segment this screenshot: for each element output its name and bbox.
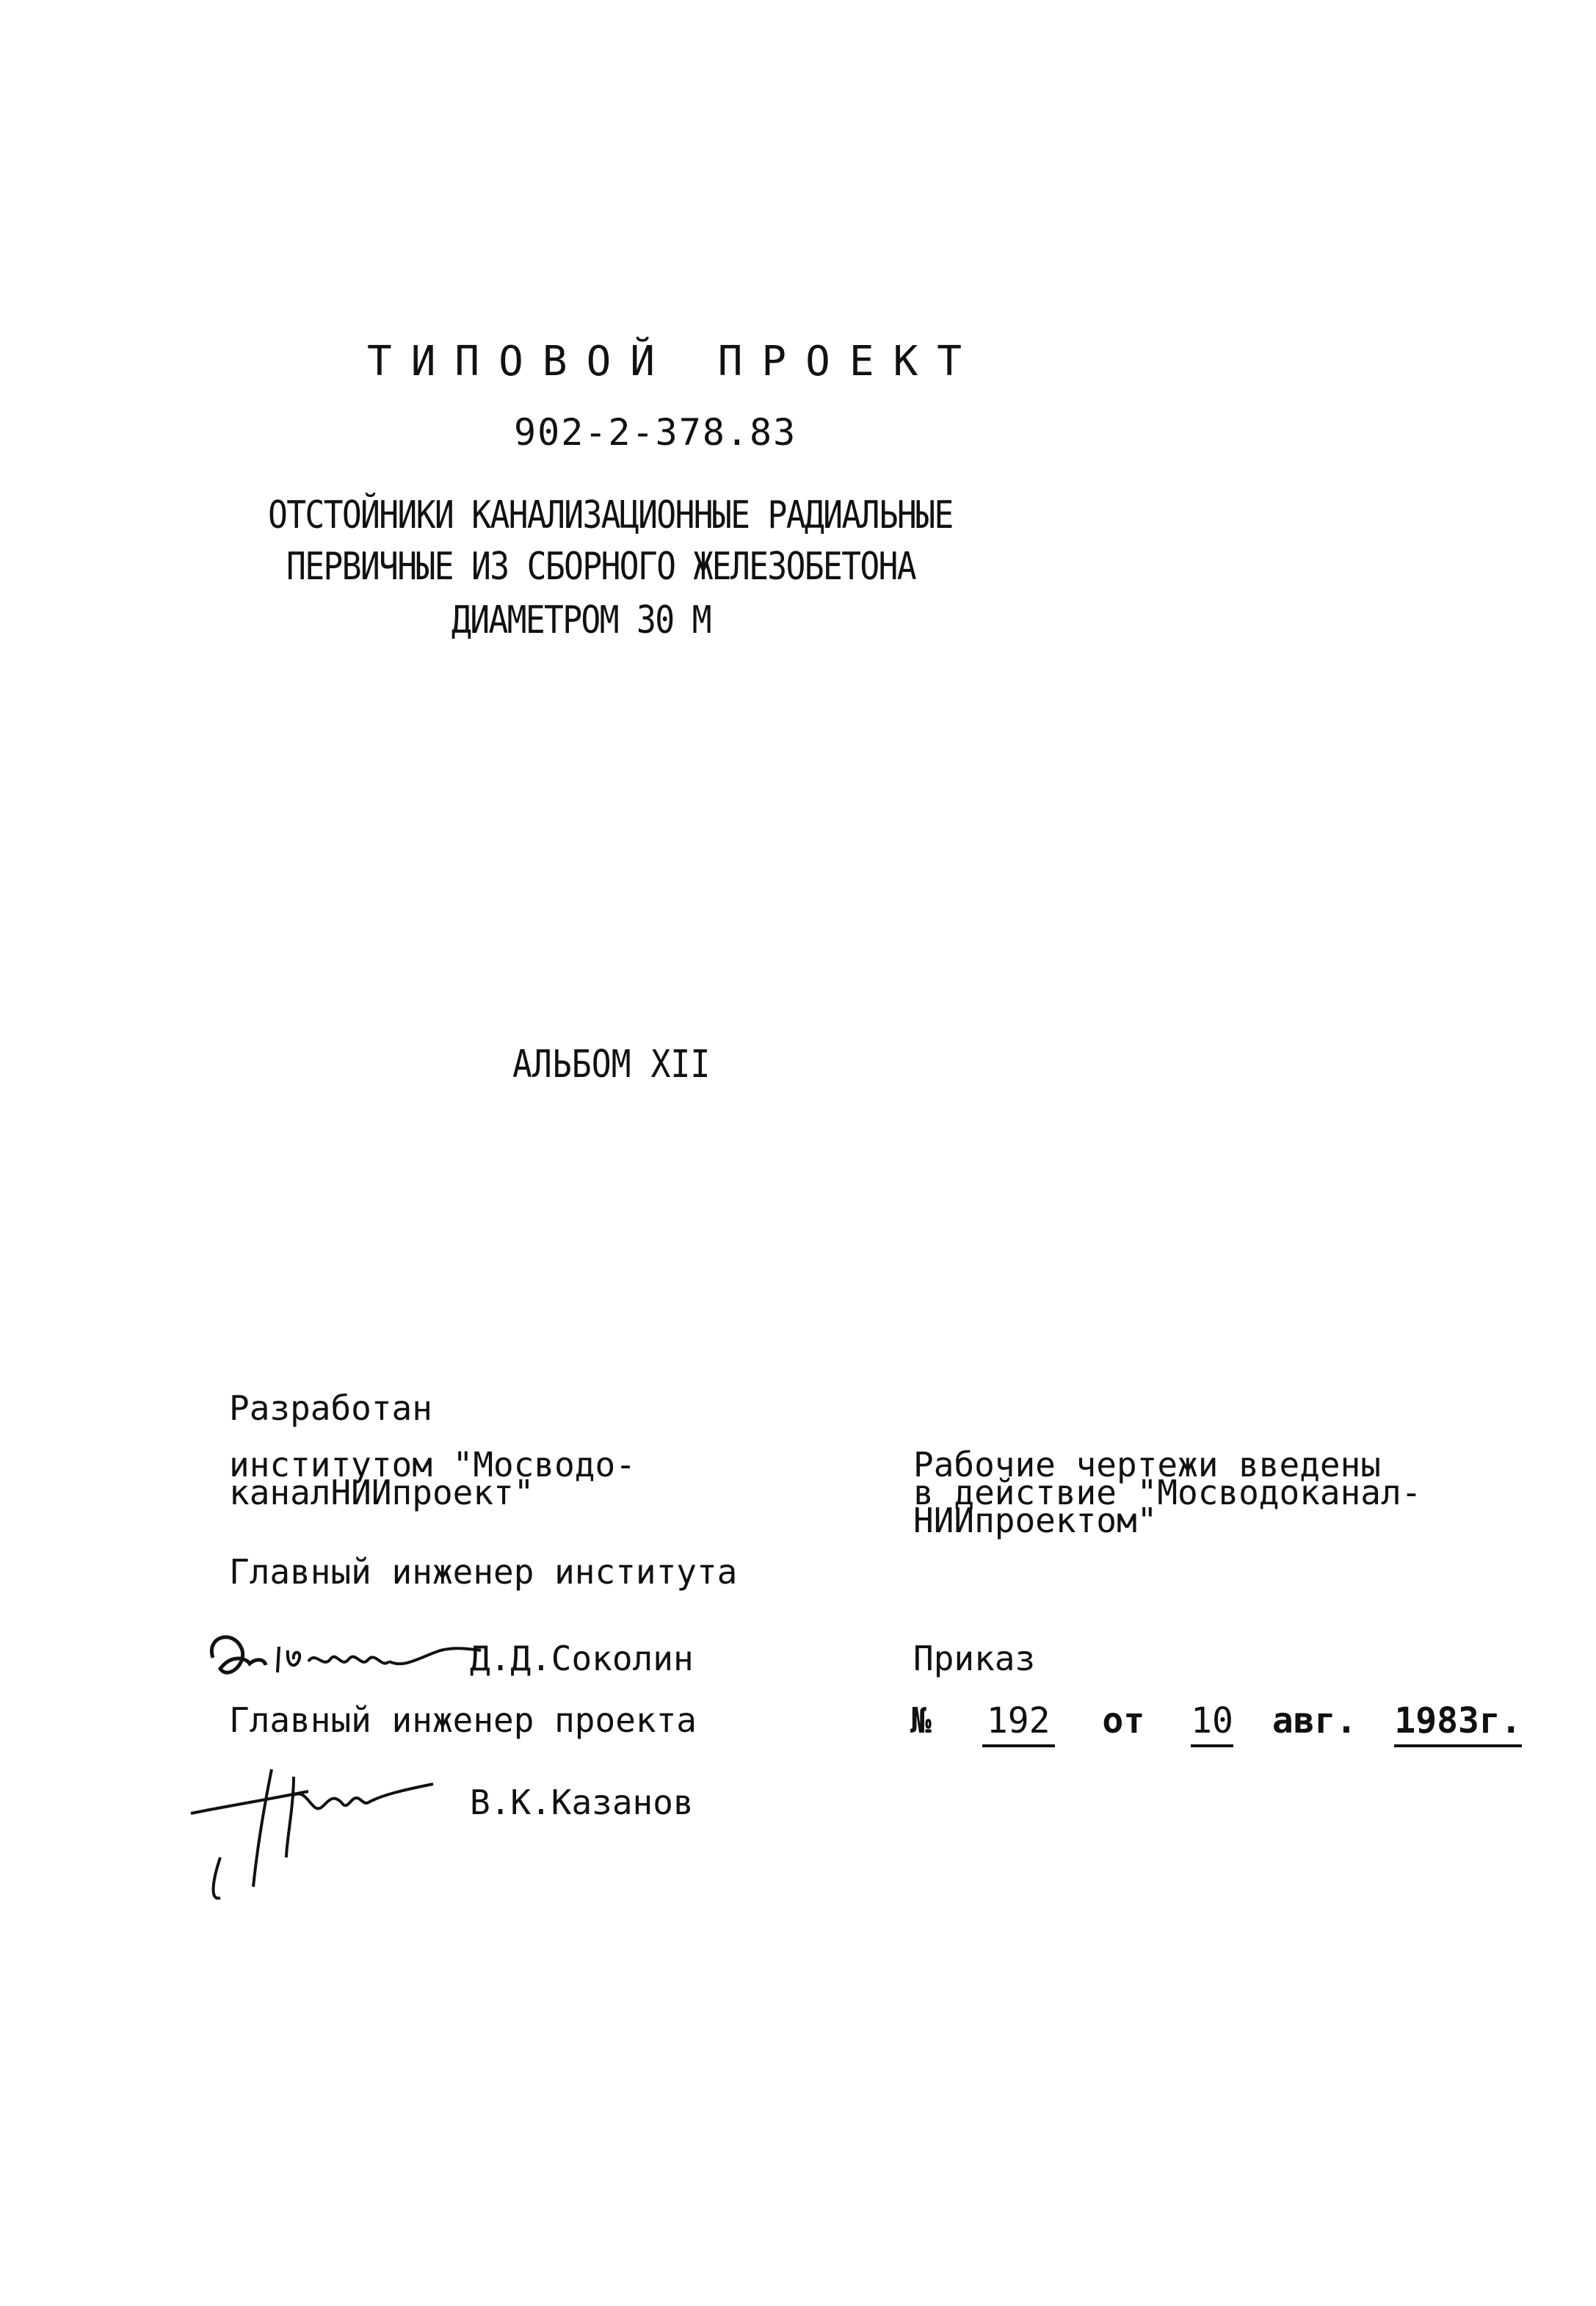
project-description-line-3: ДИАМЕТРОМ 30 М bbox=[451, 598, 711, 642]
signature-kazanov bbox=[184, 1762, 463, 1909]
project-type-title: ТИПОВОЙ ПРОЕКТ bbox=[367, 338, 982, 385]
chief-engineer-institute-name: Д.Д.Соколин bbox=[470, 1639, 694, 1678]
chief-engineer-project-label: Главный инженер проекта bbox=[229, 1700, 697, 1740]
album-number: АЛЬБОМ XII bbox=[512, 1043, 711, 1087]
developer-institute-line-2: каналНИИпроект" bbox=[229, 1473, 534, 1512]
signature-sokolin bbox=[206, 1628, 485, 1687]
developer-institute-line-1: институтом "Мосводо- bbox=[229, 1445, 636, 1484]
order-day: 10 bbox=[1191, 1700, 1233, 1747]
order-from-label: от bbox=[1102, 1700, 1145, 1741]
chief-engineer-project-name: В.К.Казанов bbox=[470, 1783, 694, 1822]
order-number: 192 bbox=[982, 1700, 1055, 1747]
order-year: 1983г. bbox=[1394, 1700, 1521, 1747]
release-line-1: Рабочие чертежи введены bbox=[913, 1445, 1381, 1484]
order-number-sign: № bbox=[910, 1700, 932, 1741]
release-line-2: в действие "Мосводоканал- bbox=[913, 1473, 1422, 1512]
project-description-line-1: ОТСТОЙНИКИ КАНАЛИЗАЦИОННЫЕ РАДИАЛЬНЫЕ bbox=[268, 493, 953, 537]
chief-engineer-institute-label: Главный инженер института bbox=[229, 1552, 738, 1592]
project-code: 902-2-378.83 bbox=[514, 411, 797, 454]
release-line-3: НИИпроектом" bbox=[913, 1501, 1158, 1540]
order-month: авг. bbox=[1272, 1700, 1357, 1741]
developed-by-label: Разработан bbox=[229, 1388, 432, 1428]
project-description-line-2: ПЕРВИЧНЫЕ ИЗ СБОРНОГО ЖЕЛЕЗОБЕТОНА bbox=[286, 545, 915, 589]
order-details bbox=[910, 1700, 1522, 1747]
order-label: Приказ bbox=[913, 1639, 1036, 1678]
